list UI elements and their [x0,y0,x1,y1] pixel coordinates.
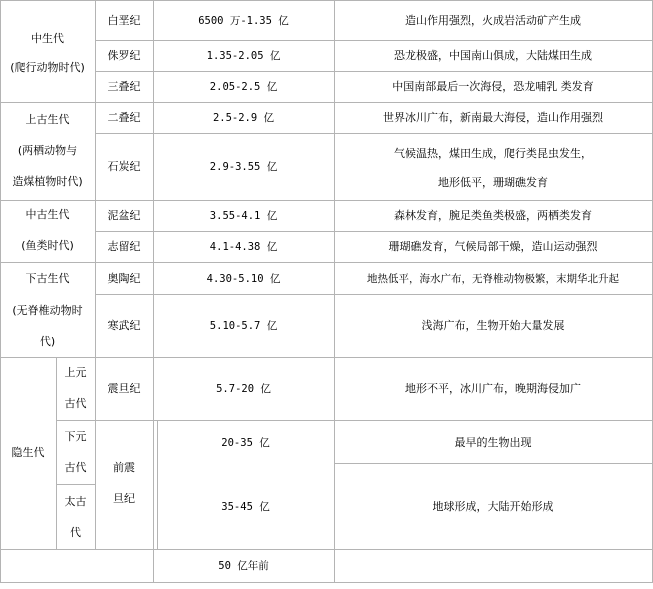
period-name: 侏罗纪 [107,49,141,62]
grid-line [95,71,653,72]
era-lower-paleozoic-sub1: (无脊椎动物时 [12,304,83,317]
era-lower-paleozoic-sub2: 代) [39,335,56,348]
era-mesozoic-sub: (爬行动物时代) [10,61,85,74]
grid-line [95,40,653,41]
period-time: 5.7-20 亿 [216,383,271,395]
grid-line [0,200,653,201]
period-time: 6500 万-1.35 亿 [198,15,289,27]
grid-line [0,357,653,358]
period-desc: 恐龙极盛，中国南山俱成，大陆煤田生成 [394,49,592,62]
subera-upper-proterozoic-2: 古代 [64,397,87,410]
period-time: 2.9-3.55 亿 [209,161,278,173]
period-time: 3.55-4.1 亿 [209,210,278,222]
period-time: 4.30-5.10 亿 [206,273,281,285]
era-middle-paleozoic-name: 中古生代 [25,208,70,221]
grid-line [0,549,653,550]
grid-line [95,231,653,232]
pre-sinian-name-2: 旦纪 [113,492,135,505]
footer-time: 50 亿年前 [218,560,269,572]
period-name: 二叠纪 [107,111,141,124]
period-desc: 地热低平，海水广布，无脊椎动物极繁，末期华北升起 [367,273,619,285]
pre-sinian-time: 35-45 亿 [221,501,270,513]
period-name: 寒武纪 [107,319,141,332]
period-time: 2.5-2.9 亿 [212,112,275,124]
subera-archean-1: 太古 [64,495,87,508]
grid-line [0,582,653,583]
period-name: 志留纪 [107,240,141,253]
era-cryptozoic-name: 隐生代 [11,446,45,459]
pre-sinian-desc: 地球形成，大陆开始形成 [432,500,554,513]
grid-line [56,357,57,549]
era-upper-paleozoic-sub2: 造煤植物时代) [12,175,83,188]
period-name: 奥陶纪 [107,272,141,285]
grid-line [0,262,653,263]
period-time: 4.1-4.38 亿 [209,241,278,253]
period-desc: 珊瑚礁发育，气候局部干燥，造山运动强烈 [388,240,598,253]
era-middle-paleozoic-sub: (鱼类时代) [21,239,74,252]
period-desc: 造山作用强烈，火成岩活动矿产生成 [405,14,581,27]
grid-line [56,420,653,421]
period-desc-line1: 气候温热，煤田生成，爬行类昆虫发生， [394,147,592,160]
period-time: 5.10-5.7 亿 [209,320,278,332]
period-name: 石炭纪 [107,160,141,173]
grid-line [95,133,653,134]
grid-line [0,102,653,103]
pre-sinian-time: 20-35 亿 [221,437,270,449]
period-desc: 浅海广布，生物开始大量发展 [421,319,565,332]
pre-sinian-desc: 最早的生物出现 [454,436,532,449]
pre-sinian-name-1: 前震 [113,461,135,474]
period-name: 泥盆纪 [107,209,141,222]
period-name: 白垩纪 [107,14,141,27]
grid-line [334,463,653,464]
subera-lower-proterozoic-1: 下元 [64,430,87,443]
period-name: 震旦纪 [107,382,141,395]
period-desc: 地形不平，冰川广布，晚期海侵加广 [405,382,581,395]
grid-line [0,0,653,1]
grid-line [0,0,1,583]
subera-lower-proterozoic-2: 古代 [64,461,87,474]
era-lower-paleozoic-name: 下古生代 [25,272,70,285]
subera-upper-proterozoic-1: 上元 [64,366,87,379]
period-time: 2.05-2.5 亿 [209,81,278,93]
period-desc: 世界冰川广布，新南最大海侵，造山作用强烈 [383,111,603,124]
era-mesozoic-name: 中生代 [31,32,64,45]
period-desc: 中国南部最后一次海侵，恐龙哺乳 类发育 [392,80,594,93]
grid-line [95,294,653,295]
grid-line [56,484,95,485]
subera-archean-2: 代 [70,526,81,539]
era-upper-paleozoic-name: 上古生代 [25,113,70,126]
period-name: 三叠纪 [107,80,141,93]
period-time: 1.35-2.05 亿 [206,50,281,62]
era-upper-paleozoic-sub1: (两栖动物与 [17,144,78,157]
period-desc-line2: 地形低平，珊瑚礁发育 [438,176,548,189]
period-desc: 森林发育，腕足类鱼类极盛，两栖类发育 [394,209,592,222]
